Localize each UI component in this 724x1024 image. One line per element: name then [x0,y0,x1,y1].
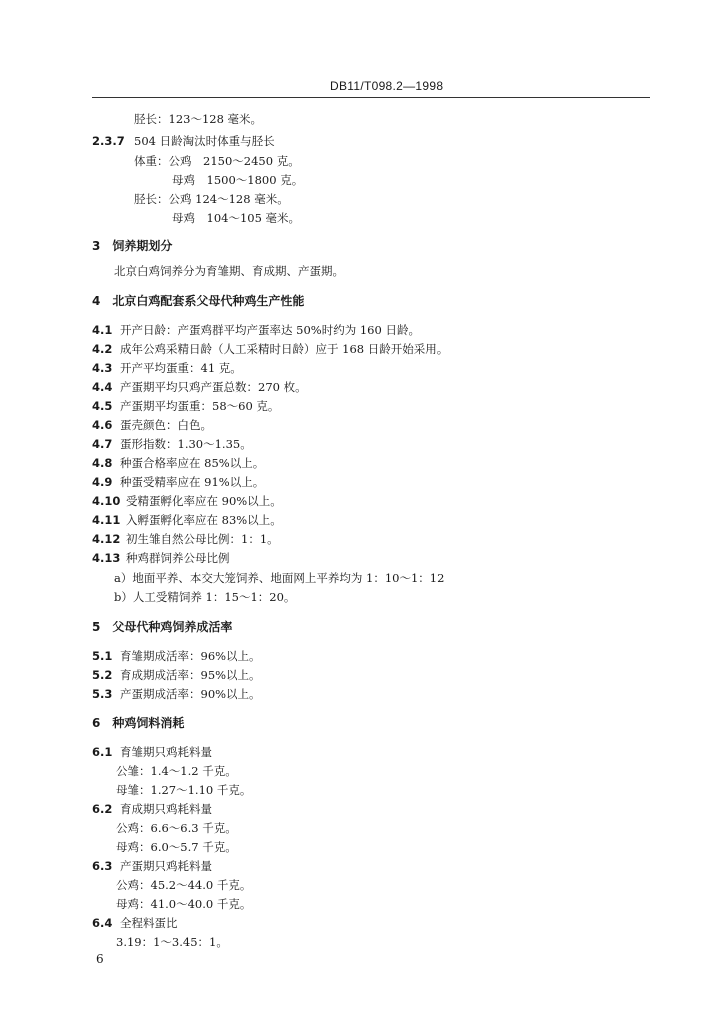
header-rule [92,97,650,98]
page-number: 6 [96,952,104,966]
clause-title: 504 日龄淘汰时体重与胫长 [134,134,275,148]
body-weight-hen: 母鸡 1500～1800 克。 [172,173,304,187]
clause-number: 4.1 [92,323,113,337]
clause-text: 受精蛋孵化率应在 90%以上。 [126,494,282,508]
section-3-heading: 3 饲养期划分 [92,239,173,253]
clause-number: 4.5 [92,399,113,413]
clause-text: 蛋壳颜色：白色。 [120,418,212,432]
clause-text: 种蛋合格率应在 85%以上。 [120,456,265,470]
clause-number: 4.11 [92,513,121,527]
clause-number: 4.2 [92,342,113,356]
clause-number: 5.1 [92,649,113,663]
clause-number: 4.7 [92,437,113,451]
document-code: DB11/T098.2—1998 [330,79,444,93]
clause-text: 育成期成活率：95%以上。 [120,668,261,682]
clause-text: 育成期只鸡耗料量 [120,802,212,816]
clause-number: 4.10 [92,494,121,508]
clause-number: 4.6 [92,418,113,432]
feed-line: 3.19：1～3.45：1。 [116,935,228,949]
shank-length-rooster: 胫长：公鸡 124～128 毫米。 [134,192,289,206]
clause-number: 6.4 [92,916,113,930]
clause-number: 4.3 [92,361,113,375]
clause-number: 4.4 [92,380,113,394]
feed-line: 公鸡：45.2～44.0 千克。 [116,878,252,892]
shank-length-line: 胫长：123～128 毫米。 [134,112,263,126]
section-4-heading: 4 北京白鸡配套系父母代种鸡生产性能 [92,294,305,308]
feed-line: 母鸡：41.0～40.0 千克。 [116,897,252,911]
clause-text: 产蛋期平均蛋重：58～60 克。 [120,399,280,413]
clause-text: 育雏期只鸡耗料量 [120,745,212,759]
clause-number: 4.9 [92,475,113,489]
clause-number: 6.3 [92,859,113,873]
clause-number: 4.13 [92,551,121,565]
clause-text: 初生雏自然公母比例：1：1。 [126,532,279,546]
section-3-paragraph: 北京白鸡饲养分为育雏期、育成期、产蛋期。 [114,264,344,278]
clause-text: 成年公鸡采精日龄（人工采精时日龄）应于 168 日龄开始采用。 [120,342,449,356]
clause-text: 育雏期成活率：96%以上。 [120,649,261,663]
body-weight-rooster: 体重：公鸡 2150～2450 克。 [134,154,300,168]
clause-text: 种鸡群饲养公母比例 [126,551,230,565]
clause-number: 4.12 [92,532,121,546]
clause-text: 蛋形指数：1.30～1.35。 [120,437,252,451]
feed-line: 公雏：1.4～1.2 千克。 [116,764,237,778]
clause-number: 6.1 [92,745,113,759]
feed-line: 母鸡：6.0～5.7 千克。 [116,840,237,854]
clause-number: 6.2 [92,802,113,816]
section-6-heading: 6 种鸡饲料消耗 [92,716,185,730]
clause-text: 产蛋期只鸡耗料量 [120,859,212,873]
clause-number: 5.3 [92,687,113,701]
clause-number: 5.2 [92,668,113,682]
clause-text: 种蛋受精率应在 91%以上。 [120,475,265,489]
list-item: a）地面平养、本交大笼饲养、地面网上平养均为 1：10～1：12 [114,571,445,585]
clause-text: 全程料蛋比 [120,916,178,930]
section-5-heading: 5 父母代种鸡饲养成活率 [92,620,233,634]
feed-line: 母雏：1.27～1.10 千克。 [116,783,252,797]
clause-text: 入孵蛋孵化率应在 83%以上。 [126,513,282,527]
clause-text: 开产日龄：产蛋鸡群平均产蛋率达 50%时约为 160 日龄。 [120,323,420,337]
clause-number: 4.8 [92,456,113,470]
shank-length-hen: 母鸡 104～105 毫米。 [172,211,301,225]
clause-text: 产蛋期成活率：90%以上。 [120,687,261,701]
clause-text: 产蛋期平均只鸡产蛋总数：270 枚。 [120,380,307,394]
clause-number: 2.3.7 [92,134,125,148]
list-item: b）人工受精饲养 1：15～1：20。 [114,590,296,604]
clause-text: 开产平均蛋重：41 克。 [120,361,242,375]
feed-line: 公鸡：6.6～6.3 千克。 [116,821,237,835]
